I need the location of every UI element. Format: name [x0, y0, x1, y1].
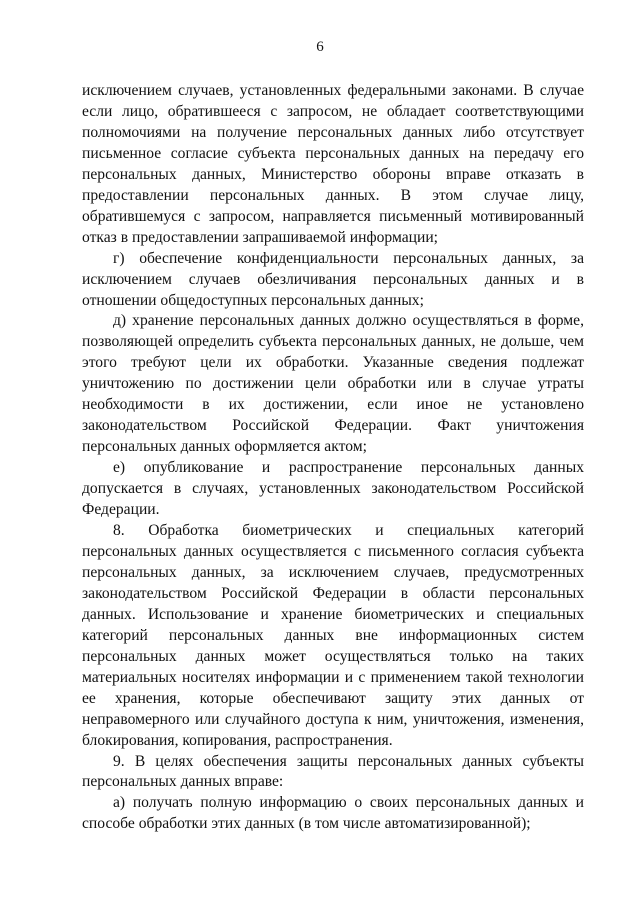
- paragraph-9: 9. В целях обеспечения защиты персональных данных субъекты персональных данных вправе:: [82, 752, 584, 791]
- paragraph-continuation: исключением случаев, установленных федеральными законами. В случае если лицо, обратившееся с запросом, не обладает соответствующими полномочиями на получение персональных данных либо отсутствует письменное согласие субъекта персональных данных на передачу его персональных данных, Министерство обороны вправе отказать в предоставлении персональных данных. В этом случае лицу, обратившемуся с запросом, направляется письменный мотивированный отказ в предоставлении запрашиваемой информации;: [82, 82, 584, 246]
- paragraph-item-a: а) получать полную информацию о своих персональных данных и способе обработки этих данных (в том числе автоматизированной);: [82, 794, 584, 833]
- paragraph-8: 8. Обработка биометрических и специальных категорий персональных данных осуществляется с письменного согласия субъекта персональных данных, за исключением случаев, предусмотренных законодательством Российской Федерации в области персональных данных. Использование и хранение биометрических и специальных категорий персональных данных вне информационных систем персональных данных может осуществляться только на таких материальных носителях информации и с применением такой технологии ее хранения, которые обеспечивают защиту этих данных от неправомерного или случайного доступа к ним, уничтожения, изменения, блокирования, копирования, распространения.: [82, 522, 584, 749]
- document-body: [82, 81, 584, 835]
- paragraph-item-e: е) опубликование и распространение персональных данных допускается в случаях, установленных законодательством Российской Федерации.: [82, 459, 584, 519]
- page-number: 6: [316, 39, 324, 55]
- paragraph-item-d: д) хранение персональных данных должно осуществляться в форме, позволяющей определить субъекта персональных данных, не дольше, чем этого требуют цели их обработки. Указанные сведения подлежат уничтожению по достижении цели обработки или в случае утраты необходимости в их достижении, если иное не установлено законодательством Российской Федерации. Факт уничтожения персональных данных оформляется актом;: [82, 312, 584, 456]
- paragraph-item-g: г) обеспечение конфиденциальности персональных данных, за исключением случаев обезличивания персональных данных и в отношении общедоступных персональных данных;: [82, 249, 584, 309]
